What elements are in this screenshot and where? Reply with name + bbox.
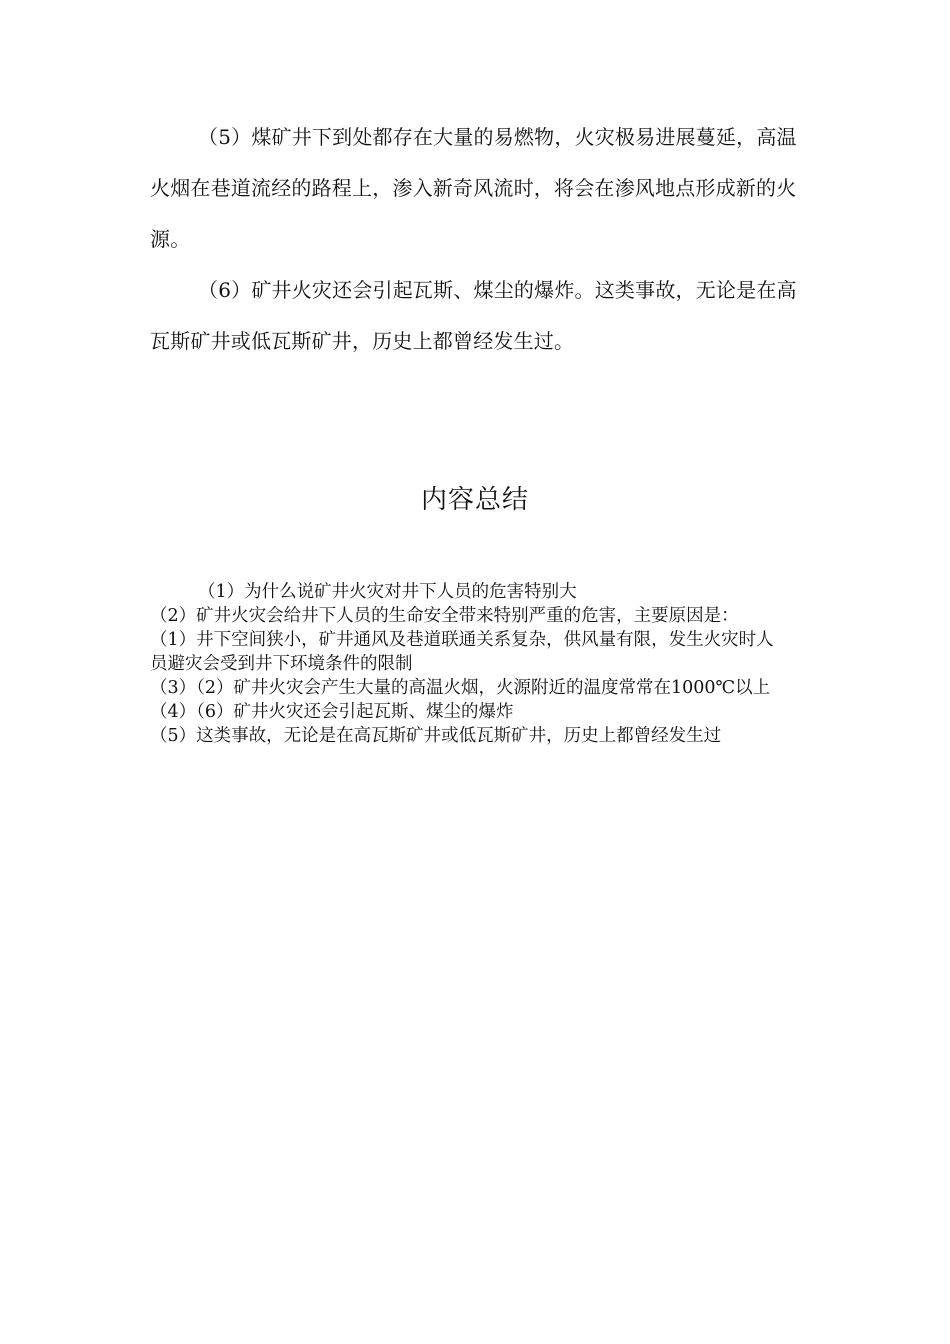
paragraph-6: （6）矿井火灾还会引起瓦斯、煤尘的爆炸。这类事故，无论是在高瓦斯矿井或低瓦斯矿井，历史上都曾经发生过。 — [150, 278, 797, 353]
summary-item: （2）矿井火灾会给井下人员的生命安全带来特别严重的危害，主要原因是： — [150, 606, 739, 626]
summary-item: （1）井下空间狭小，矿井通风及巷道联通关系复杂，供风量有限，发生火灾时人员避灾会受到井下环境条件的限制 — [150, 630, 774, 674]
summary-item: （1）为什么说矿井火灾对井下人员的危害特别大 — [198, 582, 577, 602]
summary-item: （4）（6）矿井火灾还会引起瓦斯、煤尘的爆炸 — [150, 702, 514, 722]
paragraph-5: （5）煤矿井下到处都存在大量的易燃物，火灾极易进展蔓延，高温火烟在巷道流经的路程上，渗入新奇风流时，将会在渗风地点形成新的火源。 — [150, 125, 797, 251]
summary-list — [150, 580, 790, 748]
body-paragraphs — [150, 112, 800, 367]
summary-item: （5）这类事故，无论是在高瓦斯矿井或低瓦斯矿井，历史上都曾经发生过 — [150, 726, 722, 746]
summary-item: （3）（2）矿井火灾会产生大量的高温火烟，火源附近的温度常常在1000℃以上 — [150, 678, 771, 698]
summary-title: 内容总结 — [420, 485, 529, 515]
